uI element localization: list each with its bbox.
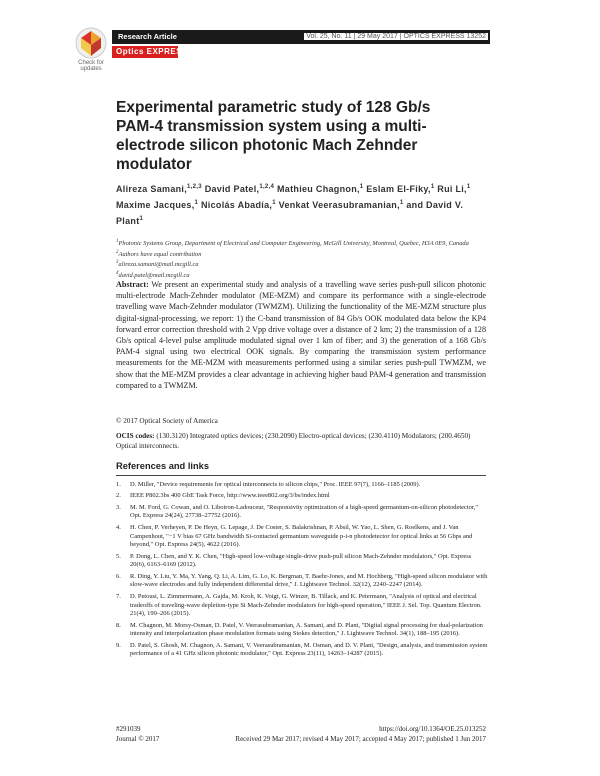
journal-name: Optics EXPRESS xyxy=(116,47,188,56)
author: David Patel,$^{1,2,4}$ xyxy=(204,184,275,194)
ocis-text: (130.3120) Integrated optics devices; (230.2090) Electro-optical devices; (230.4110) Modulators; (200.4650) Optical interconnects. xyxy=(116,432,471,450)
reference-item: 4. H. Chen, P. Verheyen, P. De Heyn, G. Lepage, J. De Coster, S. Balakrishnan, P. Absil, W. Yao, L. Shen, G. Roelkens, and J. Van Campenhout, "−1 V bias 67 GHz bandwidth Si-contacted germanium waveguide p-i-n photodetector for optical links at 56 Gbps and beyond," Opt. Express 24(5), 4622 (2016). xyxy=(116,523,473,549)
author: Maxime Jacques,$^1$ xyxy=(116,200,199,210)
reference-item: 6. R. Ding, Y. Liu, Y. Ma, Y. Yang, Q. Li, A. Lim, G. Lo, K. Bergman, T. Baehr-Jones, and M. Hochberg, "High-speed silicon modulator with slow-wave electrodes and fully independent differential drive," J. Lightwave Technol. 32(12), 2240–2247 (2014). xyxy=(116,572,488,589)
abstract-label: Abstract: xyxy=(116,280,149,289)
journal-name-bar xyxy=(112,46,188,58)
author: and David V. Plant$^1$ xyxy=(116,200,464,226)
author: Nicolás Abadía,$^1$ xyxy=(201,200,276,210)
footer-right xyxy=(235,725,486,744)
references-divider xyxy=(116,475,486,476)
author: Eslam El-Fiky,$^1$ xyxy=(366,184,435,194)
author: Alireza Samani,$^{1,2,3}$ xyxy=(116,184,202,194)
badge-label: Check for updates xyxy=(78,60,104,72)
author-list xyxy=(116,180,486,228)
author: Venkat Veerasubramanian,$^1$ xyxy=(278,200,404,210)
ocis-codes xyxy=(116,432,486,451)
ocis-label: OCIS codes: xyxy=(116,432,155,440)
author: Rui Li,$^1$ xyxy=(437,184,471,194)
journal-info: Vol. 25, No. 11 | 29 May 2017 | OPTICS EXPRESS 13252 xyxy=(306,33,486,40)
affiliation-email[interactable]: $^4$david.patel@mail.mcgill.ca xyxy=(116,270,190,279)
affiliation-email[interactable]: $^3$alireza.samani@mail.mcgill.ca xyxy=(116,260,199,269)
affiliations xyxy=(116,238,486,281)
affiliation: $^1$Photonic Systems Group, Department of Electrical and Computer Engineering, McGill University, Montreal, Quebec, H3A 0E9, Canada xyxy=(116,239,469,248)
reference-item: 5. P. Dong, L. Chen, and Y. K. Chen, "High-speed low-voltage single-drive push-pull silicon Mach-Zehnder modulators," Opt. Express 20(6), 6163–6169 (2012). xyxy=(116,552,472,569)
paper-title: Experimental parametric study of 128 Gb/s PAM-4 transmission system using a multi-electrode silicon photonic Mach Zehnder modulator xyxy=(116,99,431,173)
reference-item: 3. M. M. Ford, G. Cowan, and O. Liboiron-Ladouceur, "Responsivity optimization of a high-speed germanium-on-silicon photodetector," Opt. Express 24(24), 27738–27752 (2016). xyxy=(116,503,479,520)
reference-list xyxy=(116,481,488,662)
copyright: © 2017 Optical Society of America xyxy=(116,417,218,425)
author: Mathieu Chagnon,$^1$ xyxy=(277,184,364,194)
affiliation: $^2$Authors have equal contribution xyxy=(116,249,202,258)
research-article-label: Research Article xyxy=(118,32,177,41)
abstract xyxy=(116,279,486,391)
references-heading: References and links xyxy=(116,461,210,471)
publication-history: Received 29 Mar 2017; revised 4 May 2017; accepted 4 May 2017; published 1 Jun 2017 xyxy=(235,734,486,743)
reference-item: 7. D. Petousi, L. Zimmermann, A. Gajda, M. Kroh, K. Voigt, G. Winzer, B. Tillack, and K. Petermann, "Analysis of optical and electrical tradeoffs of traveling-wave depletion-type Si Mach-Zehnder modulators for high-speed operation," IEEE J. Sel. Top. Quantum Electron. 21(4), 199–206 (2015). xyxy=(116,592,482,618)
reference-item: 2. IEEE P802.3bs 400 GbE Task Force, http://www.ieee802.org/3/bs/index.html xyxy=(116,492,330,500)
journal-copyright: Journal © 2017 xyxy=(116,734,160,743)
manuscript-id: #291039 xyxy=(116,725,141,733)
reference-item: 1. D. Miller, "Device requirements for optical interconnects to silicon chips," Proc. IEEE 97(7), 1166–1185 (2009). xyxy=(116,481,421,488)
abstract-text: We present an experimental study and analysis of a travelling wave series push-pull silicon photonic multi-electrode Mach-Zehnder modulator (ME-MZM) and compare its performance with a single-electrode travelling wave Mach-Zehnder modulator (TWMZM). Utilizing the functionality of the ME-MZM structure plus digital-signal-processing, we report: 1) the C-band transmission of 84 Gb/s OOK modulated data below the KP4 forward error correction threshold with 2 Vpp drive voltage over a distance of 2 km; 2) the transmission of a 128 Gb/s optical 4-level pulse amplitude modulated signal over 1 km of fiber; and 3) the generation of a 168 Gb/s PAM-4 signal using two electrical OOK signals. By comparing the transmission system performance measurements for the ME-MZM with measurements performed using a similar series push-pull TWMZM, we show that the ME-MZM provides a clear advantage in achieving higher baud PAM-4 generation and transmission compared to a TWMZM. xyxy=(116,280,486,390)
footer-left xyxy=(116,725,159,744)
reference-item: 9. D. Patel, S. Ghosh, M. Chagnon, A. Samani, V. Veerasubramanian, M. Osman, and D. V. Plant, "Design, analysis, and transmission system performance of a 41 GHz silicon photonic modulator," Opt. Express 23(11), 14263–14287 (2015). xyxy=(116,641,488,658)
doi-link[interactable]: https://doi.org/10.1364/OE.25.013252 xyxy=(379,725,486,733)
reference-item: 8. M. Chagnon, M. Morsy-Osman, D. Patel, V. Veerasubramanian, A. Samani, and D. Plant, "Digital signal processing for dual-polarization intensity and interpolarization phase modulation formats using Stokes detection," J. Lightwave Technol. 34(1), 188–195 (2016). xyxy=(116,621,483,638)
